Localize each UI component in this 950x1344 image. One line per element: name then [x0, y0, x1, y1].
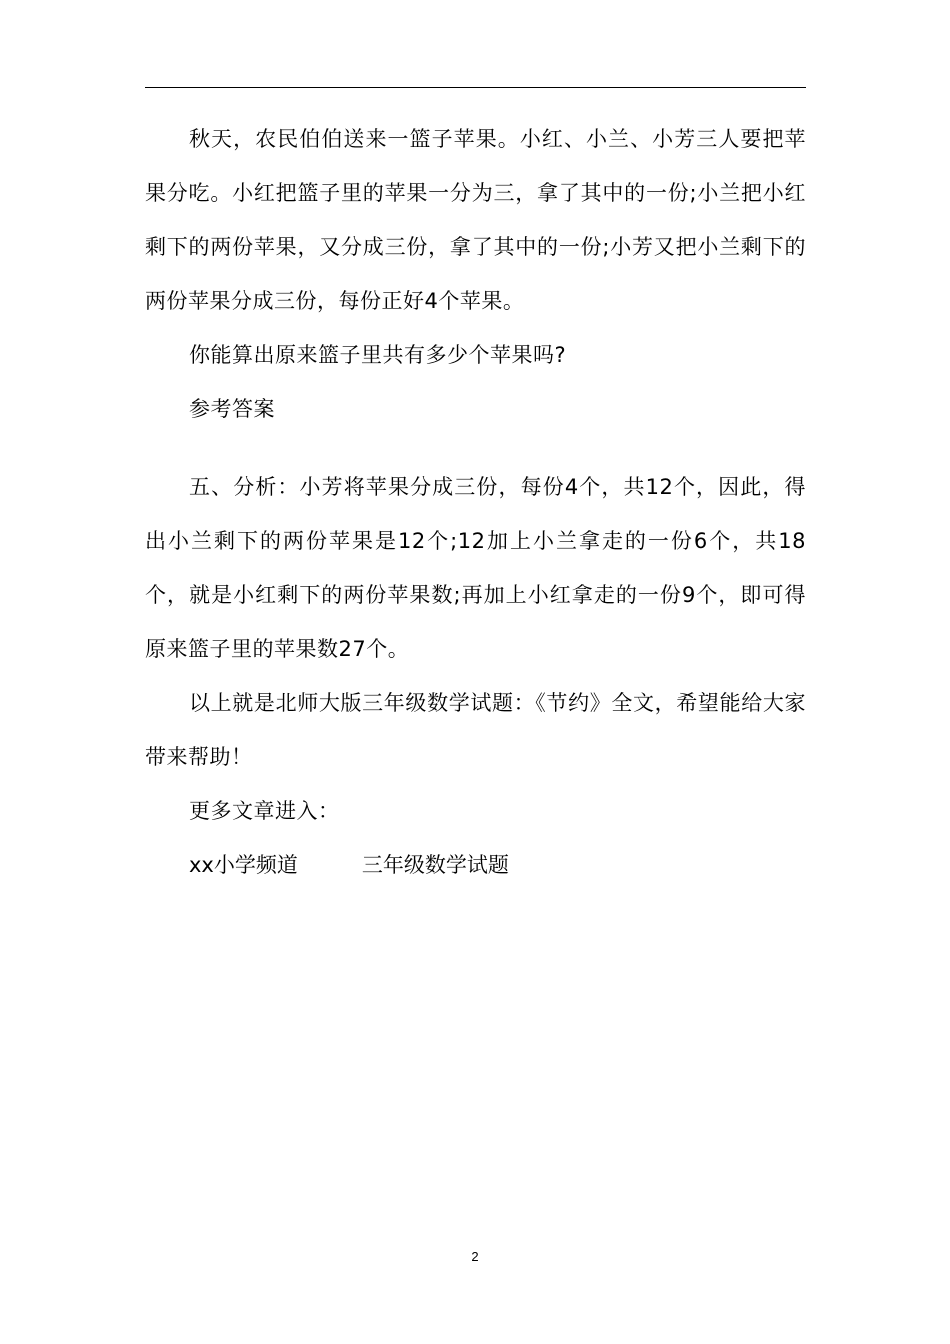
- paragraph-question: 你能算出原来篮子里共有多少个苹果吗?: [189, 343, 567, 367]
- link-grade3-math-tests[interactable]: 三年级数学试题: [361, 853, 509, 877]
- link-primary-school-channel[interactable]: xx小学频道: [189, 853, 298, 877]
- paragraph-analysis: 五、分析：小芳将苹果分成三份，每份4个，共12个，因此，得出小兰剩下的两份苹果是12个;12加上小兰拿走的一份6个，共18个，就是小红剩下的两份苹果数;再加上小红拿走的一份9个，即可得原来篮子里的苹果数27个。: [145, 475, 806, 661]
- paragraph-more-articles: 更多文章进入：: [189, 799, 340, 823]
- paragraph-closing: 以上就是北师大版三年级数学试题：《节约》全文，希望能给大家带来帮助！: [145, 691, 806, 769]
- related-links: [145, 838, 806, 892]
- paragraph-answer-heading: 参考答案: [189, 397, 275, 421]
- document-body: [145, 112, 806, 892]
- paragraph-problem: 秋天，农民伯伯送来一篮子苹果。小红、小兰、小芳三人要把苹果分吃。小红把篮子里的苹果一分为三，拿了其中的一份;小兰把小红剩下的两份苹果，又分成三份，拿了其中的一份;小芳又把小兰剩下的两份苹果分成三份，每份正好4个苹果。: [145, 127, 806, 313]
- header-rule: [145, 87, 806, 88]
- page-number: 2: [471, 1249, 479, 1264]
